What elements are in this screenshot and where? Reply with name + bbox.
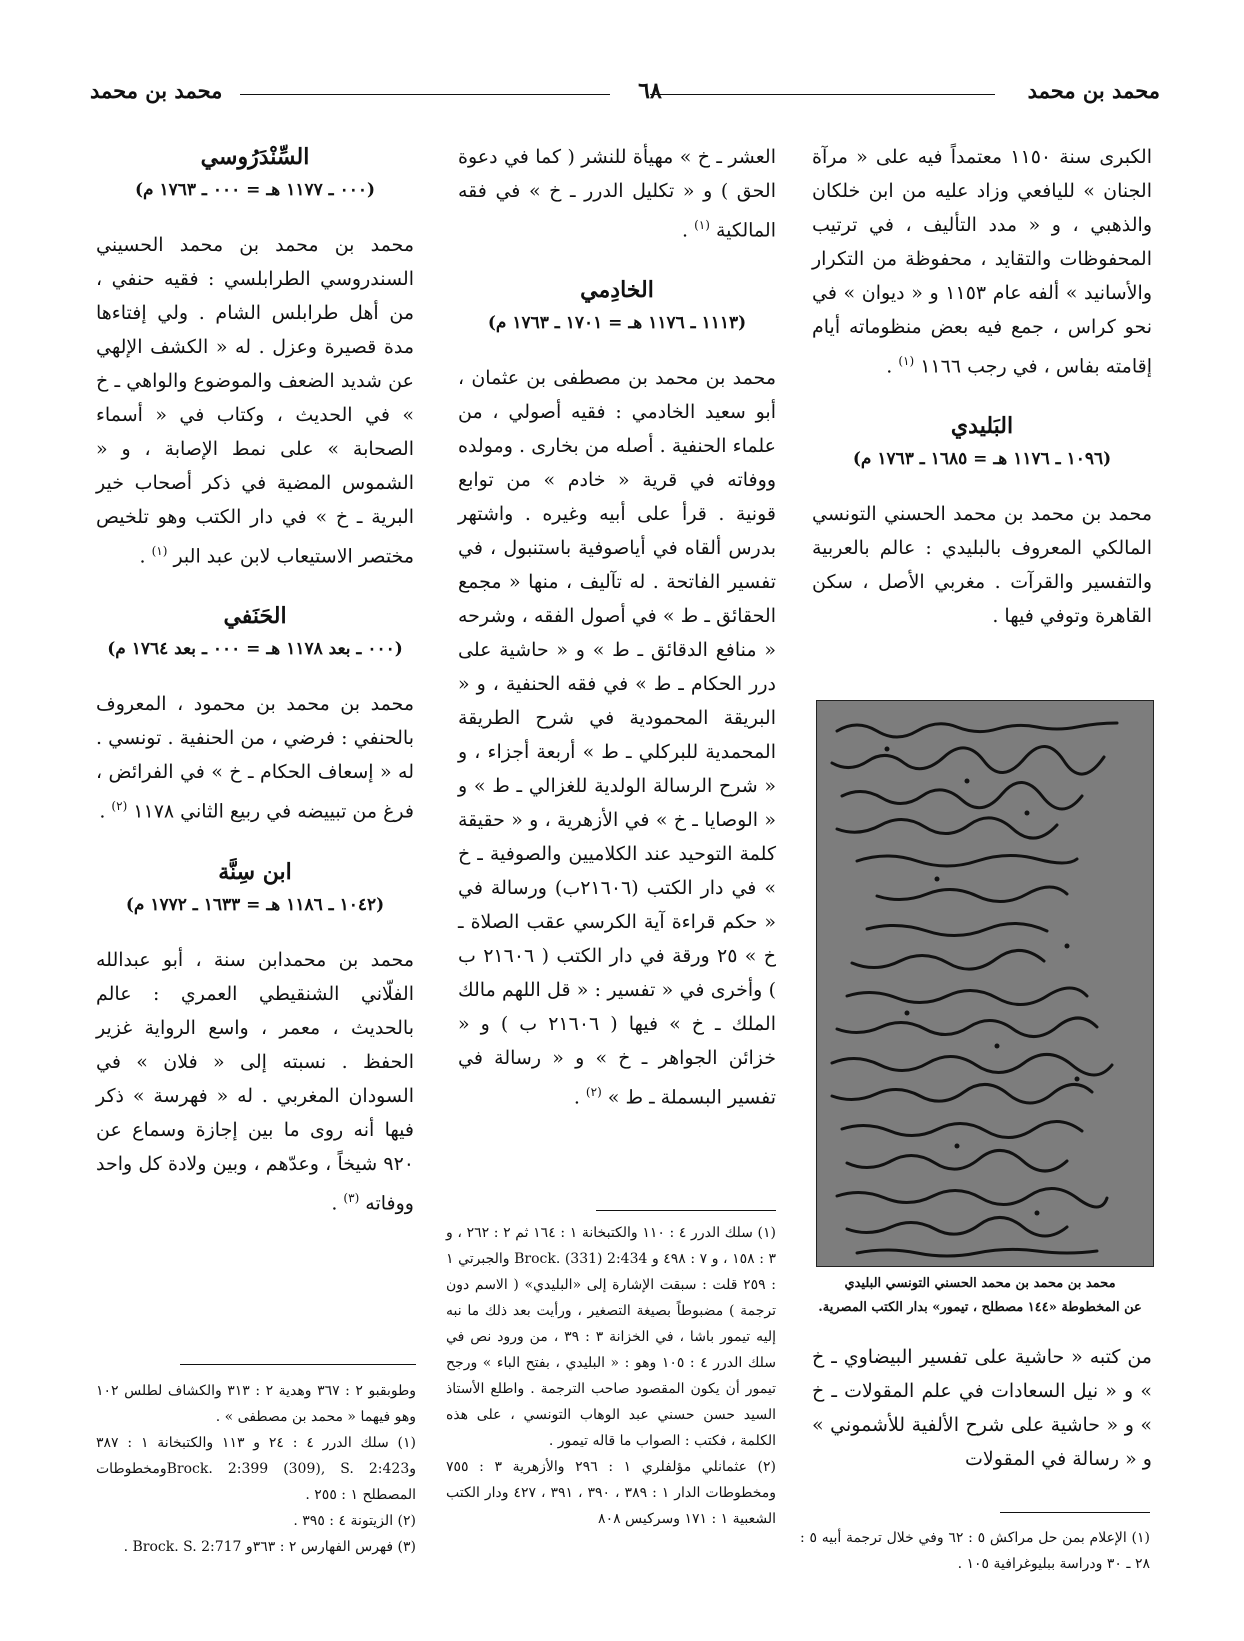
entry-text-balidi-continued: من كتبه « حاشية على تفسير البيضاوي ـ خ » و « نيل السعادات في علم المقولات ـ خ » و « حاشية على شرح الألفية للأشموني » و « رسالة في المقولات <box>812 1346 1152 1470</box>
footnote: (٢) الزيتونة ٤ : ٣٩٥ . <box>293 1513 416 1529</box>
entry-title-sandarusi: السِّنْدَرُوسي <box>200 144 310 170</box>
entry-text-ibn-sinna: محمد بن محمدابن سنة ، أبو عبدالله الفلّاني الشنقيطي العمري : عالم بالحديث ، معمر ، واسع الرواية غزير الحفظ . نسبته إلى « فلان » في السودان المغربي . له « فهرسة » ذكر فيها أنه روى ما بين إجازة وسماع عن ٩٢٠ شيخاً ، وعدّهم ، وبين ولادة كل واحد ووفاته $^{(٣)}$ . <box>96 948 414 1214</box>
footnote-rule-right <box>1000 1512 1150 1513</box>
entry-title-hanafi: الحَنَفي <box>223 603 287 630</box>
manuscript-caption: محمد بن محمد بن محمد الحسني التونسي البليدي عن المخطوطة «١٤٤ مصطلح ، تيمور» بدار الكتب المصرية. <box>818 1276 1142 1315</box>
footnotes-left <box>96 1378 416 1560</box>
header-rule-right <box>650 94 995 95</box>
page-number: ٦٨ <box>638 78 662 104</box>
column-right <box>812 140 1152 633</box>
header-rule-left <box>240 94 610 95</box>
column-left <box>96 140 414 1220</box>
header-right-title: محمد بن محمد <box>1027 78 1160 103</box>
entry-dates-khadimi: (١١١٣ ـ ١١٧٦ هـ = ١٧٠١ ـ ١٧٦٣ م) <box>487 313 747 334</box>
continuation-text: الكبرى سنة ١١٥٠ معتمداً فيه على « مرآة الجنان » لليافعي وزاد عليه من ابن خلكان والذهبي ، و « مدد التأليف ، في ترتيب المحفوظات والتقايد ، محفوظة من التكرار والأسانيد » ألفه عام ١١٥٣ و « ديوان » في نحو كراس ، جمع فيه بعض منظوماته أيام إقامته بفاس ، في رجب ١١٦٦ $^{(١)}$ . <box>812 146 1152 378</box>
entry-text-khadimi: محمد بن محمد بن مصطفى بن عثمان ، أبو سعيد الخادمي : فقيه أصولي ، من علماء الحنفية . أصله من بخارى . ومولده ووفاته في قرية « خادم » من توابع قونية . قرأ على أبيه وغيره . واشتهر بدرس ألقاه في أياصوفية باستنبول ، في تفسير الفاتحة . له تآليف ، منها « مجمع الحقائق ـ ط » في أصول الفقه ، وشرحه « منافع الدقائق ـ ط » و « حاشية على درر الحكام ـ ط » في فقه الحنفية ، و « البريقة المحمودية في شرح الطريقة المحمدية للبركلي ـ ط » أربعة أجزاء ، و « شرح الرسالة الولدية للغزالي ـ ط » و « الوصايا ـ خ » في الأزهرية ، و « حقيقة كلمة التوحيد عند الكلاميين والصوفية ـ خ » في دار الكتب (٢١٦٠٦ب) ورسالة في « حكم قراءة آية الكرسي عقب الصلاة ـ خ » ٢٥ ورقة في دار الكتب ( ٢١٦٠٦ ب ) وأخرى في « تفسير : « قل اللهم مالك الملك ـ خ » فيها ( ٢١٦٠٦ ب ) و « خزائن الجواهر ـ خ » و « رسالة في تفسير البسملة ـ ط » $^{(٢)}$ . <box>458 367 776 1109</box>
column-middle <box>458 140 776 1115</box>
entry-dates-balidi: (١٠٩٦ ـ ١١٧٦ هـ = ١٦٨٥ ـ ١٧٦٣ م) <box>852 449 1112 470</box>
entry-text-balidi: محمد بن محمد بن محمد الحسني التونسي المالكي المعروف بالبليدي : عالم بالعربية والتفسير والقرآت . مغربي الأصل ، سكن القاهرة وتوفي فيها . <box>812 503 1152 628</box>
entry-dates-sandarusi: (٠٠٠ ـ ١١٧٧ هـ = ٠٠٠ ـ ١٧٦٣ م) <box>134 180 376 200</box>
footnote: (٣) فهرس الفهارس ٢ : ٣٦٣و Brock. S. 2:717 . <box>123 1539 416 1555</box>
entry-title-ibn-sinna: ابن سِنَّة <box>218 858 292 885</box>
entry-text-sandarusi: محمد بن محمد بن محمد الحسيني السندروسي الطرابلسي : فقيه حنفي ، من أهل طرابلس الشام . ولي إفتاءها مدة قصيرة وعزل . له « الكشف الإلهي عن شديد الضعف والموضوع والواهي ـ خ » في الحديث ، وكتاب في « أسماء الصحابة » على نمط الإصابة ، و « الشموس المضية في ذكر أصحاب خير البرية ـ خ » في دار الكتب وهو تلخيص مختصر الاستيعاب لابن عبد البر $^{(١)}$ . <box>96 234 414 568</box>
footnote: (١) سلك الدرر ٤ : ١١٠ والكتبخانة ١ : ١٦٤ ثم ٢ : ٢٦٢ ، و ٣ : ١٥٨ ، و ٧ : ٤٩٨ و Brock. (331) 2:434 والجبرتي ١ : ٢٥٩ قلت : سبقت الإشارة إلى «البليدي» ( الاسم دون ترجمة ) مضبوطاً بصيغة التصغير ، ورأيت بعد ذلك ما نبه إليه تيمور باشا ، في الخزانة ٣ : ٣٩ ، من ورود نص في سلك الدرر ٤ : ١٠٥ وهو : « البليدي ، بفتح الباء » ورجح تيمور أن يكون المقصود صاحب الترجمة . واطلع الأستاذ السيد حسن حسني عبد الوهاب التونسي ، على هذه الكلمة ، فكتب : الصواب ما قاله تيمور . <box>446 1225 776 1449</box>
footnote: (١) سلك الدرر ٤ : ٢٤ و ١١٣ والكتبخانة ١ : ٣٨٧ وBrock. 2:399 (309), S. 2:423ومخطوطات المصطلح ١ : ٢٥٥ . <box>96 1435 416 1503</box>
header-left-title: محمد بن محمد <box>90 78 223 103</box>
entry-dates-hanafi: (٠٠٠ ـ بعد ١١٧٨ هـ = ٠٠٠ ـ بعد ١٧٦٤ م) <box>107 639 403 660</box>
footnote: (٢) عثمانلي مؤلفلري ١ : ٢٩٦ والأزهرية ٣ : ٧٥٥ ومخطوطات الدار ١ : ٣٨٩ ، ٣٩٠ ، ٣٩١ ، ٤٢٧ ودار الكتب الشعبية ١ : ١٧١ وسركيس ٨٠٨ <box>446 1459 777 1527</box>
footnote: وطوبقبو ٢ : ٣٦٧ وهدية ٢ : ٣١٣ والكشاف لطلس ١٠٢ وهو فيهما « محمد بن مصطفى » . <box>96 1383 417 1425</box>
continuation-text: العشر ـ خ » مهيأة للنشر ( كما في دعوة الحق ) و « تكليل الدرر ـ خ » في فقه المالكية $^{(١)}$ . <box>458 146 776 242</box>
running-header <box>90 78 1160 112</box>
entry-title-khadimi: الخادِمي <box>580 277 654 304</box>
manuscript-handwriting <box>817 701 1153 1266</box>
footnotes-middle <box>446 1220 776 1532</box>
entry-text-hanafi: محمد بن محمد بن محمود ، المعروف بالحنفي : فرضي ، من الحنفية . تونسي . له « إسعاف الحكام ـ خ » في الفرائض ، فرغ من تبييضه في ربيع الثاني ١١٧٨ $^{(٢)}$ . <box>96 693 414 823</box>
footnote: (١) الإعلام بمن حل مراكش ٥ : ٦٢ وفي خلال ترجمة أبيه ٥ : ٢٨ ـ ٣٠ ودراسة ببليوغرافية ١٠٥ . <box>800 1530 1151 1572</box>
footnote-rule-left <box>180 1364 416 1365</box>
entry-title-balidi: البَليدي <box>950 413 1014 440</box>
footnote-rule-middle <box>596 1210 776 1211</box>
footnotes-right <box>800 1525 1150 1577</box>
manuscript-image <box>816 700 1154 1267</box>
entry-dates-ibn-sinna: (١٠٤٢ ـ ١١٨٦ هـ = ١٦٣٣ ـ ١٧٧٢ م) <box>125 894 385 915</box>
